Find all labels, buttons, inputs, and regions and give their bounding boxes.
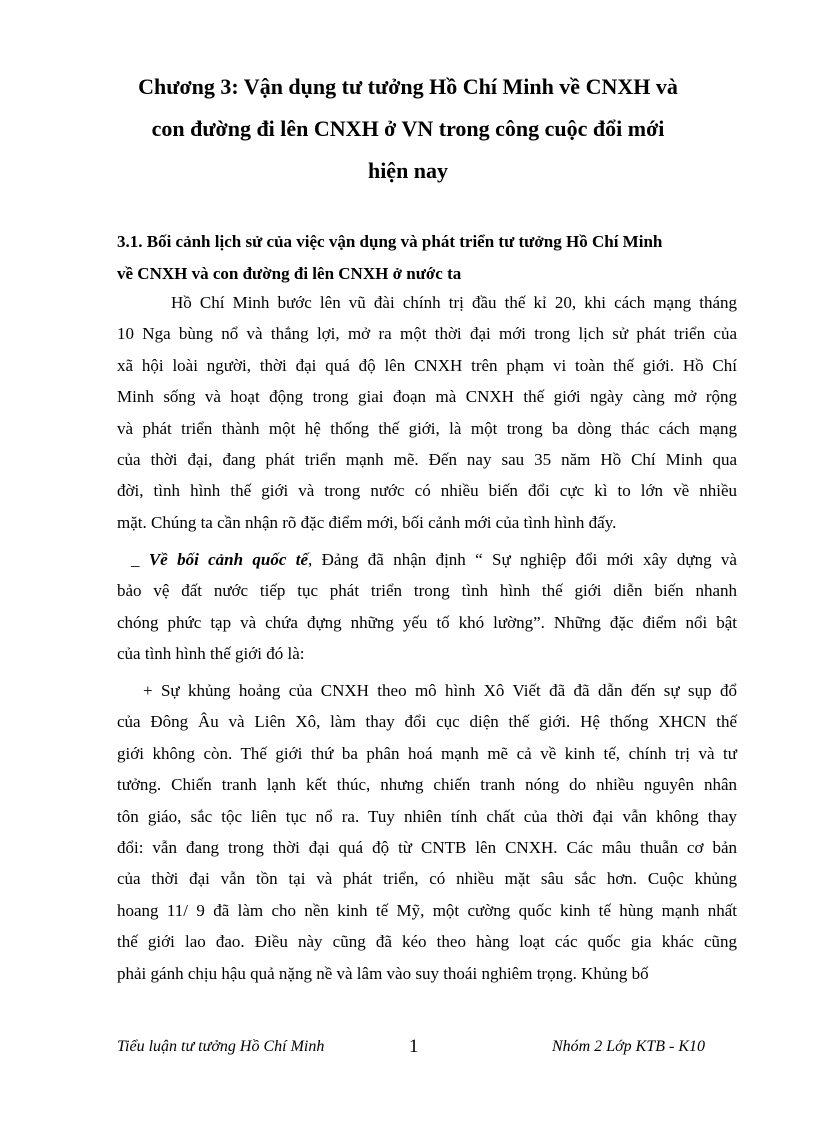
section-heading-line: về CNXH và con đường đi lên CNXH ở nước ta	[117, 264, 462, 283]
section-heading	[117, 226, 737, 290]
text-line: phải gánh chịu hậu quả nặng nề và lâm vào suy thoái nghiêm trọng. Khủng bố	[117, 963, 649, 983]
text-line: đổi: vẫn đang trong thời đại quá độ từ CNTB lên CNXH. Các mâu thuẫn cơ bản	[117, 838, 737, 858]
text-line	[117, 544, 737, 575]
text-line: của thời đại vẫn tồn tại và phát triển, có nhiều mặt sâu sắc hơn. Cuộc khủng	[117, 869, 737, 889]
chapter-title	[110, 66, 706, 192]
text-line: tưởng. Chiến tranh lạnh kết thúc, nhưng chiến tranh nóng do nhiều nguyên nhân	[117, 775, 737, 795]
chapter-title-line: con đường đi lên CNXH ở VN trong công cuộc đổi mới	[151, 116, 665, 141]
text-line: hoang 11/ 9 đã làm cho nền kinh tế Mỹ, một cường quốc kinh tế hùng mạnh nhất	[117, 900, 737, 920]
paragraph-lead: Về bối cảnh quốc tế	[148, 550, 309, 569]
paragraph-historical-context	[117, 287, 737, 538]
text-line: của tình hình thế giới đó là:	[117, 644, 305, 664]
dash-marker: _	[131, 550, 149, 569]
text-line: + Sự khủng hoảng của CNXH theo mô hình Xô Viết đã đã dẫn đến sự sụp đổ	[143, 681, 737, 700]
text-line: thế giới lao đao. Điều này cũng đã kéo theo hàng loạt các quốc gia khác cũng	[117, 932, 737, 952]
text-line: chóng phức tạp và chứa đựng những yếu tố khó lường”. Những đặc điểm nổi bật	[117, 612, 737, 632]
chapter-title-line: Chương 3: Vận dụng tư tưởng Hồ Chí Minh về CNXH và	[138, 74, 678, 99]
page-number: 1	[409, 1036, 419, 1057]
text-line: giới không còn. Thế giới thứ ba phân hoá mạnh mẽ cả về kinh tế, chính trị và tư	[117, 743, 737, 763]
text-line: mặt. Chúng ta cần nhận rõ đặc điểm mới, bối cảnh mới của tình hình đấy.	[117, 512, 617, 532]
text-line: 10 Nga bùng nổ và thắng lợi, mở ra một thời đại mới trong lịch sử phát triển của	[117, 324, 737, 344]
footer-document-title: Tiểu luận tư tưởng Hồ Chí Minh	[117, 1038, 325, 1055]
text-line: tôn giáo, sắc tộc liên tục nổ ra. Tuy nhiên tính chất của thời đại vẫn không thay	[117, 806, 737, 826]
paragraph-soviet-crisis	[117, 675, 737, 989]
paragraph-international-context	[117, 544, 737, 670]
text-run: , Đảng đã nhận định “ Sự nghiệp đổi mới xây dựng và	[308, 550, 737, 569]
section-heading-line: 3.1. Bối cảnh lịch sử của việc vận dụng và phát triển tư tưởng Hồ Chí Minh	[117, 232, 663, 251]
text-line: và phát triển thành một hệ thống thế giới, là một trong ba dòng thác cách mạng	[117, 418, 737, 438]
footer-group-info: Nhóm 2 Lớp KTB - K10	[552, 1038, 706, 1055]
text-line: bảo vệ đất nước tiếp tục phát triển trong tình hình thế giới diễn biến nhanh	[117, 581, 737, 601]
text-line: đời, tình hình thế giới và trong nước có nhiều biến đổi cực kì to lớn về nhiều	[117, 481, 737, 501]
text-line: của Đông Âu và Liên Xô, làm thay đổi cục diện thế giới. Hệ thống XHCN thế	[117, 712, 737, 732]
text-line: Hồ Chí Minh bước lên vũ đài chính trị đầu thế kỉ 20, khi cách mạng tháng	[171, 293, 737, 312]
text-line: Minh sống và hoạt động trong giai đoạn mà CNXH thế giới ngày càng mở rộng	[117, 387, 737, 407]
text-line: xã hội loài người, thời đại quá độ lên CNXH trên phạm vi toàn thế giới. Hồ Chí	[117, 355, 737, 375]
text-line: của thời đại, đang phát triển mạnh mẽ. Đến nay sau 35 năm Hồ Chí Minh qua	[117, 450, 737, 470]
chapter-title-line: hiện nay	[367, 158, 449, 183]
page-footer	[0, 1036, 816, 1060]
